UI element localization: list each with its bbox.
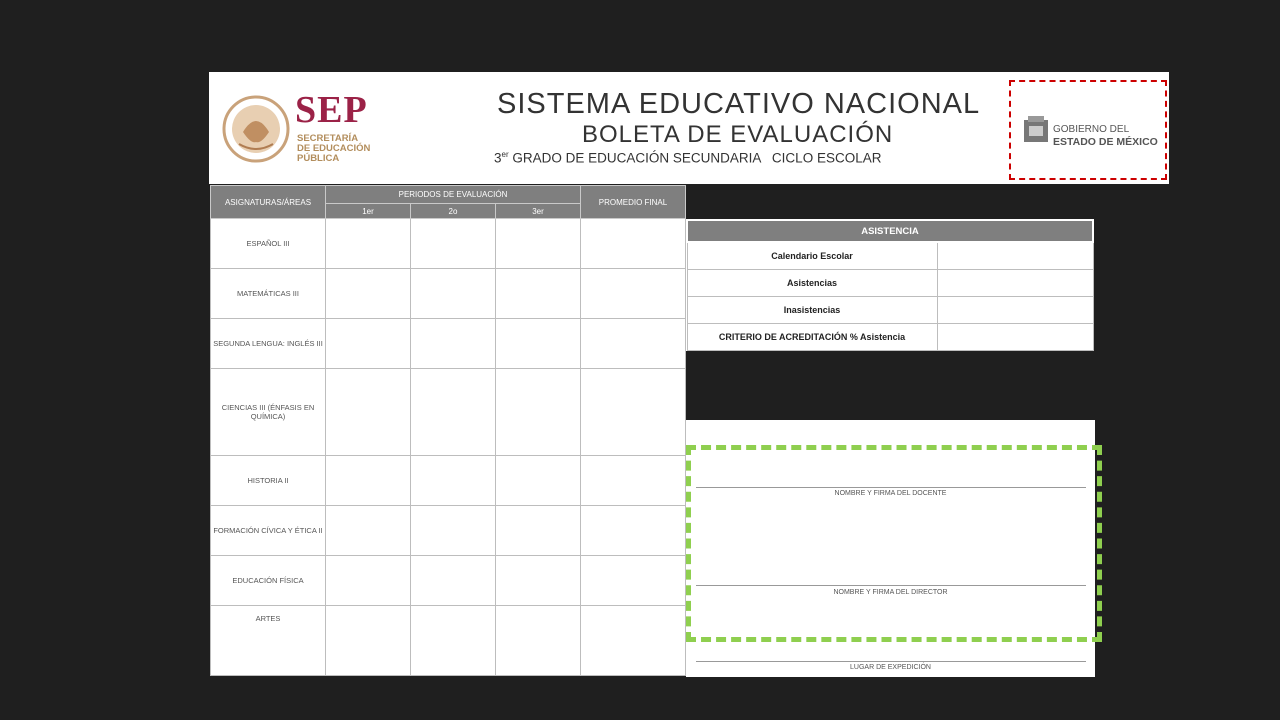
- teacher-signature-label: NOMBRE Y FIRMA DEL DOCENTE: [834, 490, 947, 497]
- table-row: [687, 324, 1093, 351]
- attendance-table: [686, 219, 1094, 351]
- col-final-header: PROMEDIO FINAL: [581, 186, 686, 219]
- final-cell[interactable]: [581, 506, 686, 556]
- grade-cell[interactable]: [326, 219, 411, 269]
- period-2-header: 2o: [411, 204, 496, 219]
- subject-name: FORMACIÓN CÍVICA Y ÉTICA II: [211, 506, 326, 556]
- edomex-logo-highlight: [1009, 80, 1167, 180]
- grade-cell[interactable]: [411, 368, 496, 455]
- attendance-value-cell[interactable]: [937, 324, 1093, 351]
- grade-cell[interactable]: [496, 555, 581, 605]
- edomex-shield-icon: [1021, 114, 1051, 146]
- grade-cell[interactable]: [411, 219, 496, 269]
- table-row: [211, 268, 686, 318]
- subject-name: HISTORIA II: [211, 456, 326, 506]
- final-cell[interactable]: [581, 318, 686, 368]
- grade-cell[interactable]: [326, 318, 411, 368]
- grade-text: GRADO DE EDUCACIÓN SECUNDARIA CICLO ESCOLAR: [508, 150, 882, 166]
- grade-cell[interactable]: [496, 219, 581, 269]
- col-subject-header: ASIGNATURAS/ÁREAS: [211, 186, 326, 219]
- grade-line: [494, 150, 881, 166]
- col-periods-header: PERIODOS DE EVALUACIÓN: [326, 186, 581, 204]
- subject-name: ESPAÑOL III: [211, 219, 326, 269]
- final-cell[interactable]: [581, 555, 686, 605]
- table-row: [211, 606, 686, 676]
- edomex-line2: ESTADO DE MÉXICO: [1053, 136, 1158, 148]
- sep-sub-line: SECRETARÍA: [297, 133, 359, 144]
- boleta-header: [209, 72, 1169, 184]
- grade-ordinal: er: [501, 150, 509, 159]
- mexico-seal-icon: [221, 92, 291, 164]
- table-row: [211, 456, 686, 506]
- attendance-value-cell[interactable]: [937, 297, 1093, 324]
- attendance-title: ASISTENCIA: [687, 220, 1093, 242]
- table-row: [687, 270, 1093, 297]
- grade-cell[interactable]: [326, 555, 411, 605]
- table-row: [211, 318, 686, 368]
- grade-cell[interactable]: [496, 368, 581, 455]
- place-line[interactable]: [696, 661, 1086, 662]
- table-row: [211, 555, 686, 605]
- director-signature-label: NOMBRE Y FIRMA DEL DIRECTOR: [833, 589, 948, 596]
- grades-table: [210, 185, 686, 676]
- sep-subtitle: [297, 134, 370, 164]
- place-label: LUGAR DE EXPEDICIÓN: [850, 664, 931, 671]
- grade-cell[interactable]: [411, 268, 496, 318]
- grade-cell[interactable]: [326, 606, 411, 676]
- sep-sub-line: DE EDUCACIÓN: [297, 143, 371, 154]
- grade-cell[interactable]: [411, 456, 496, 506]
- table-row: [211, 219, 686, 269]
- table-row: [211, 368, 686, 455]
- table-row: [687, 242, 1093, 270]
- table-row: [687, 297, 1093, 324]
- grade-cell[interactable]: [496, 506, 581, 556]
- attendance-label: Inasistencias: [687, 297, 937, 324]
- subject-name: CIENCIAS III (ÉNFASIS EN QUÍMICA): [211, 368, 326, 455]
- sep-sub-line: PÚBLICA: [297, 153, 340, 164]
- grade-cell[interactable]: [326, 368, 411, 455]
- subject-name: ARTES: [211, 606, 326, 676]
- document-subtitle: BOLETA DE EVALUACIÓN: [582, 121, 894, 148]
- document-title: SISTEMA EDUCATIVO NACIONAL: [497, 88, 981, 120]
- signatures-highlight: [686, 445, 1102, 642]
- subject-name: SEGUNDA LENGUA: INGLÉS III: [211, 318, 326, 368]
- grade-cell[interactable]: [496, 318, 581, 368]
- final-cell[interactable]: [581, 456, 686, 506]
- period-1-header: 1er: [326, 204, 411, 219]
- final-cell[interactable]: [581, 219, 686, 269]
- grade-cell[interactable]: [326, 268, 411, 318]
- period-3-header: 3er: [496, 204, 581, 219]
- subject-name: EDUCACIÓN FÍSICA: [211, 555, 326, 605]
- grade-cell[interactable]: [326, 506, 411, 556]
- final-cell[interactable]: [581, 606, 686, 676]
- attendance-label: CRITERIO DE ACREDITACIÓN % Asistencia: [687, 324, 937, 351]
- grade-cell[interactable]: [411, 506, 496, 556]
- attendance-value-cell[interactable]: [937, 270, 1093, 297]
- attendance-label: Calendario Escolar: [687, 242, 937, 270]
- sep-logo-text: SEP: [295, 89, 368, 131]
- grade-cell[interactable]: [496, 268, 581, 318]
- attendance-label: Asistencias: [687, 270, 937, 297]
- subject-name: MATEMÁTICAS III: [211, 268, 326, 318]
- attendance-value-cell[interactable]: [937, 242, 1093, 270]
- grade-cell[interactable]: [411, 606, 496, 676]
- grade-cell[interactable]: [496, 606, 581, 676]
- grade-cell[interactable]: [411, 555, 496, 605]
- final-cell[interactable]: [581, 268, 686, 318]
- edomex-line1: GOBIERNO DEL: [1053, 124, 1130, 135]
- grade-cell[interactable]: [326, 456, 411, 506]
- final-cell[interactable]: [581, 368, 686, 455]
- grade-cell[interactable]: [496, 456, 581, 506]
- table-row: [211, 506, 686, 556]
- grade-number: 3: [494, 150, 502, 166]
- grade-cell[interactable]: [411, 318, 496, 368]
